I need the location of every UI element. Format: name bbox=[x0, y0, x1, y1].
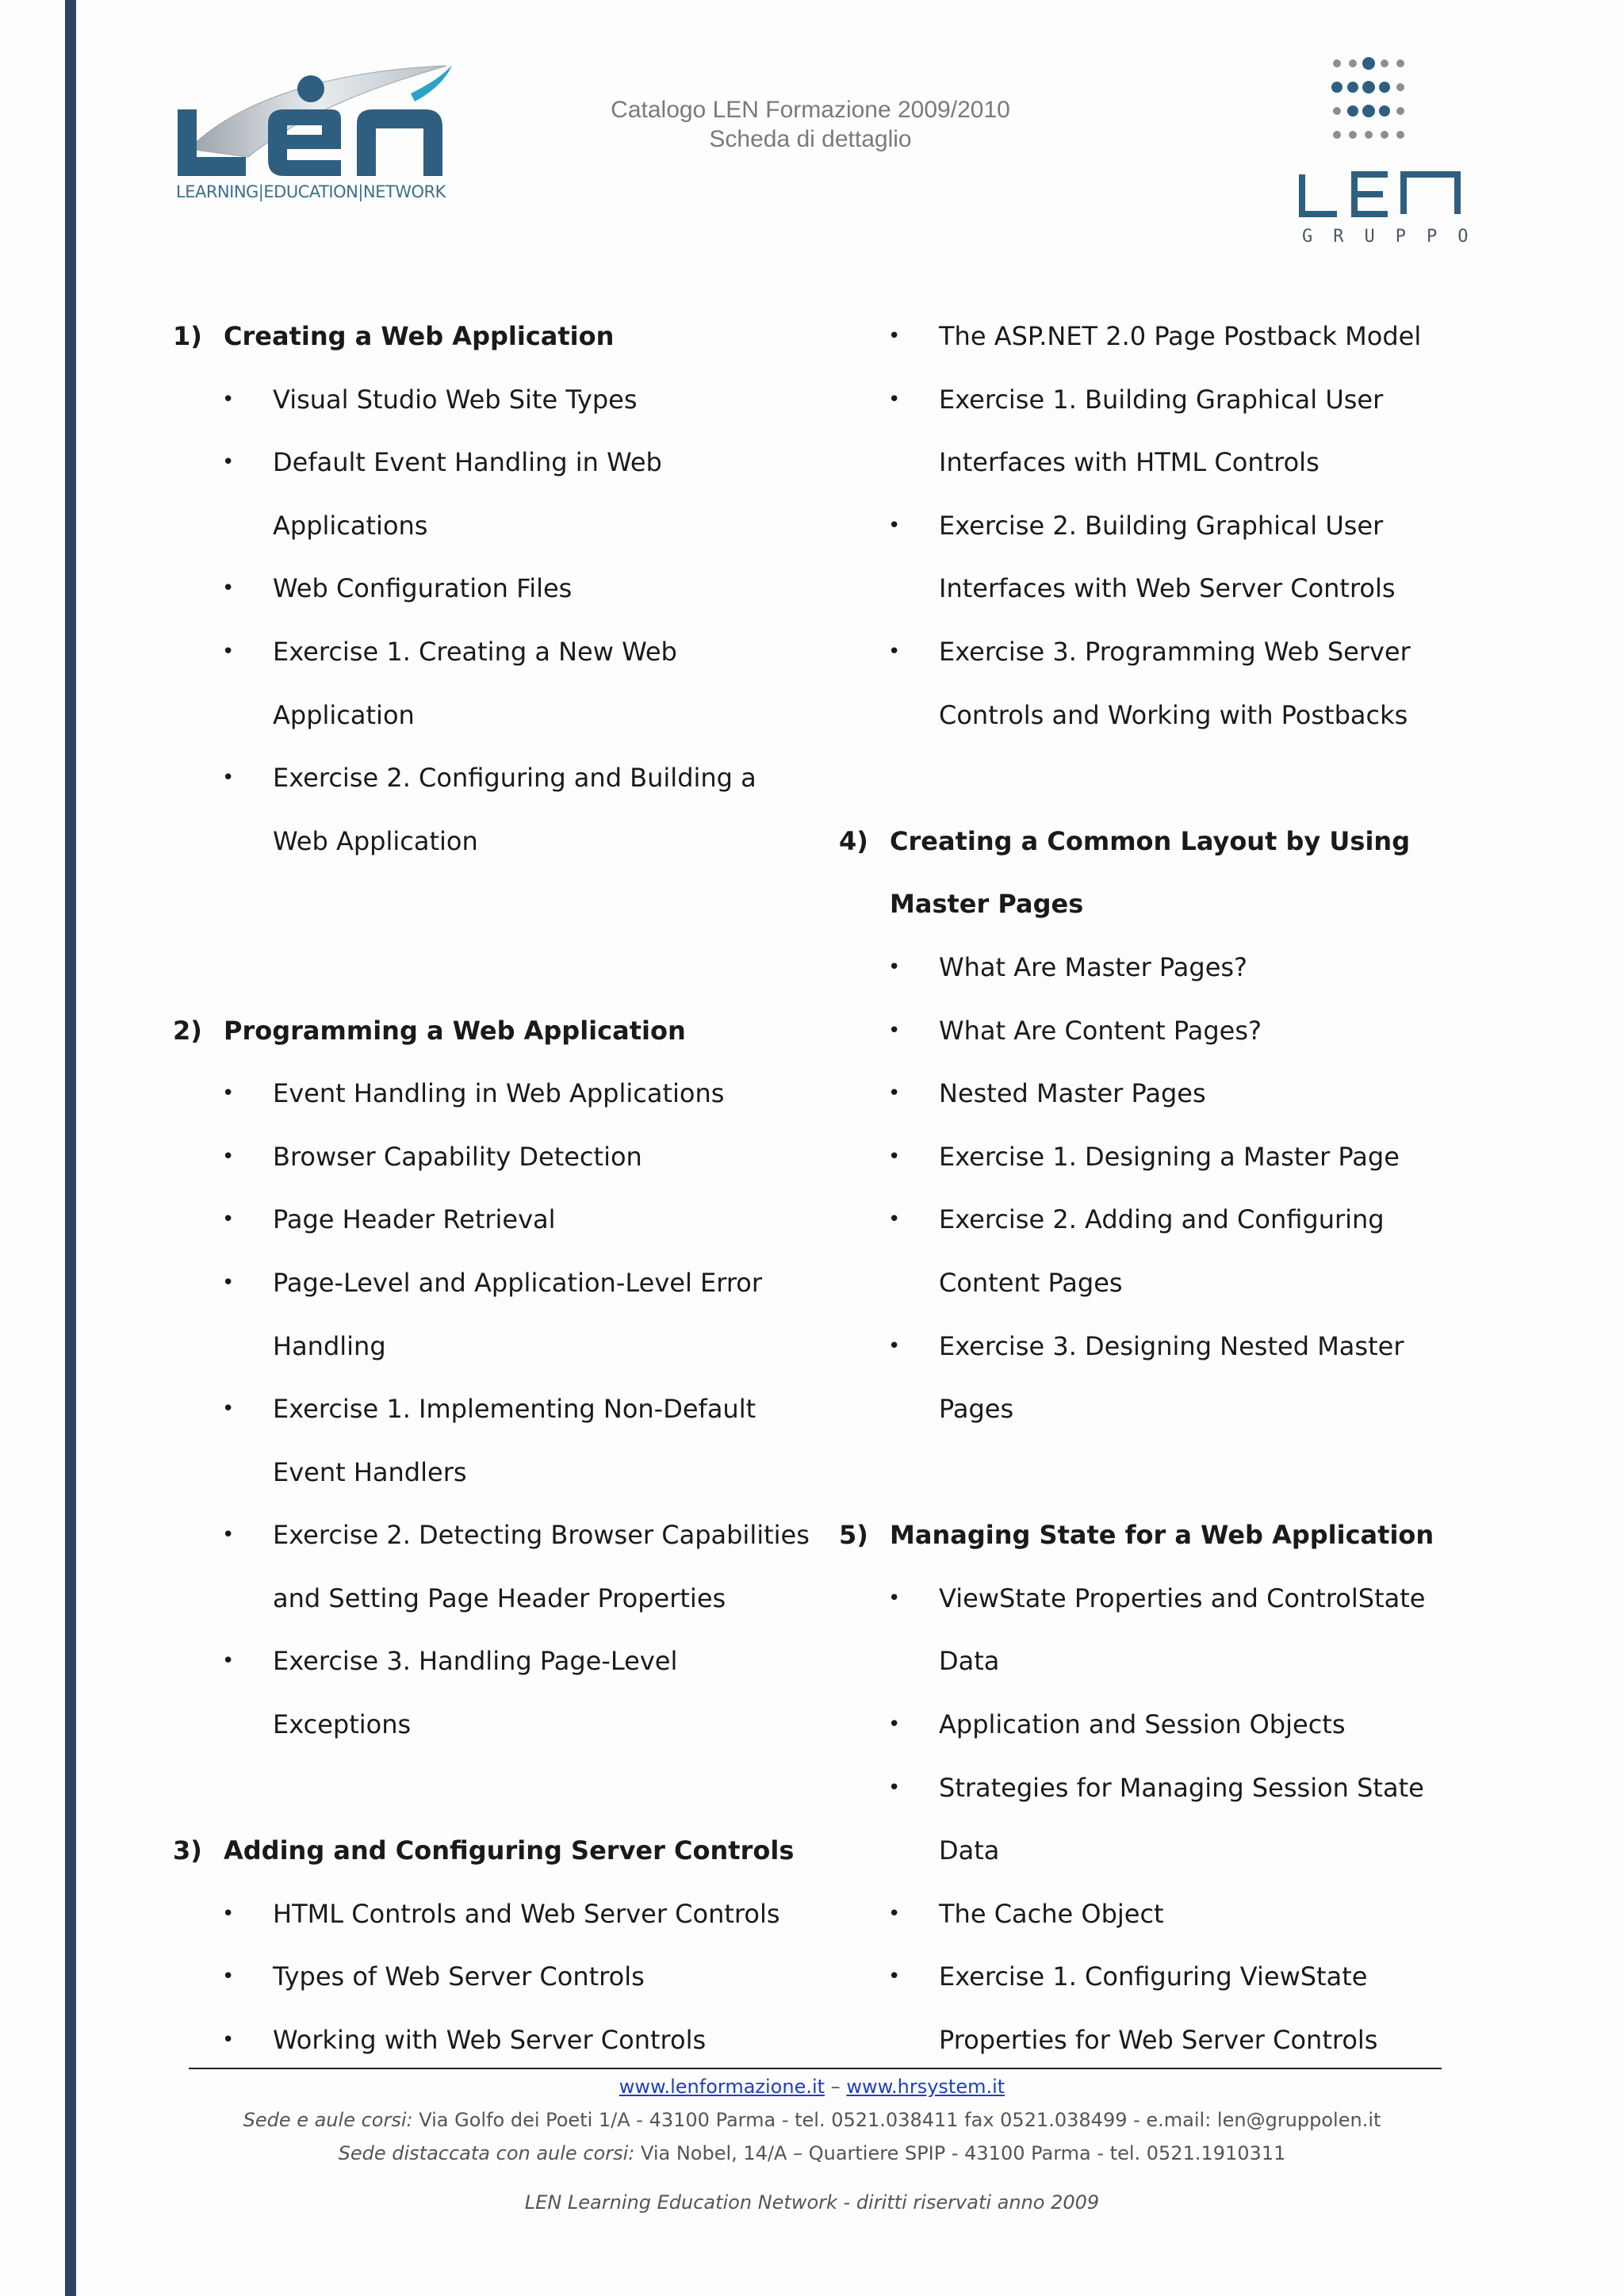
catalog-subtitle: Scheda di dettaglio bbox=[709, 126, 912, 152]
list-item-continuation: Interfaces with Web Server Controls bbox=[939, 573, 1396, 604]
list-item: • HTML Controls and Web Server Controls bbox=[222, 1898, 780, 1929]
list-item-continuation: Application bbox=[273, 699, 415, 730]
list-item-continuation: Interfaces with HTML Controls bbox=[939, 447, 1320, 478]
list-item-continuation: Handling bbox=[273, 1330, 386, 1361]
list-item: • Exercise 2. Configuring and Building a bbox=[222, 763, 756, 794]
dot-grid-logo-mark bbox=[1299, 55, 1465, 226]
gruppo-label: GRUPPO bbox=[1302, 227, 1489, 247]
list-item: • The ASP.NET 2.0 Page Postback Model bbox=[888, 321, 1422, 351]
list-item-continuation: Data bbox=[939, 1835, 1000, 1866]
right-column bbox=[839, 305, 1489, 2072]
list-item: • Page Header Retrieval bbox=[222, 1204, 556, 1235]
section-heading: 5) Managing State for a Web Application bbox=[839, 1520, 1434, 1551]
list-item: • Exercise 2. Building Graphical User bbox=[888, 510, 1384, 541]
footer-links: www.lenformazione.it – www.hrsystem.it bbox=[619, 2076, 1005, 2098]
list-item-continuation: Applications bbox=[273, 510, 428, 541]
list-item: • Working with Web Server Controls bbox=[222, 2025, 707, 2056]
list-item-continuation: Content Pages bbox=[939, 1267, 1123, 1298]
list-item-continuation: Controls and Working with Postbacks bbox=[939, 699, 1408, 730]
catalog-title: Catalogo LEN Formazione 2009/2010 bbox=[611, 97, 1010, 123]
list-item: • Browser Capability Detection bbox=[222, 1141, 642, 1172]
footer-address: Sede e aule corsi: Via Golfo dei Poeti 1/A - 43100 Parma - tel. 0521.038411 fax 0521.038499 - e.mail: len@gruppolen.it bbox=[243, 2109, 1381, 2131]
list-item: • Exercise 3. Handling Page-Level bbox=[222, 1646, 678, 1677]
list-item: • Nested Master Pages bbox=[888, 1078, 1206, 1109]
list-item: • Exercise 1. Creating a New Web bbox=[222, 636, 677, 667]
left-accent-bar bbox=[65, 0, 76, 2296]
hrsystem-link[interactable]: www.hrsystem.it bbox=[846, 2076, 1005, 2098]
list-item: • Exercise 2. Detecting Browser Capabilities bbox=[222, 1520, 810, 1551]
section-heading: 3) Adding and Configuring Server Controls bbox=[173, 1835, 795, 1866]
section-heading: 1) Creating a Web Application bbox=[173, 321, 615, 351]
list-item: • Page-Level and Application-Level Error bbox=[222, 1267, 763, 1298]
list-item-continuation: Pages bbox=[939, 1394, 1014, 1425]
list-item: • Visual Studio Web Site Types bbox=[222, 384, 638, 415]
list-item: • What Are Content Pages? bbox=[888, 1015, 1262, 1046]
list-item-continuation: and Setting Page Header Properties bbox=[273, 1582, 726, 1613]
list-item-continuation: Exceptions bbox=[273, 1709, 412, 1740]
section-heading: 2) Programming a Web Application bbox=[173, 1015, 686, 1046]
list-item: • Web Configuration Files bbox=[222, 573, 573, 604]
footer-branch-address: Sede distaccata con aule corsi: Via Nobel, 14/A – Quartiere SPIP - 43100 Parma - tel. 0521.1910311 bbox=[338, 2142, 1286, 2164]
list-item: • Exercise 1. Configuring ViewState bbox=[888, 1961, 1368, 1992]
list-item: • Strategies for Managing Session State bbox=[888, 1772, 1424, 1803]
list-item-continuation: Data bbox=[939, 1646, 1000, 1677]
left-column bbox=[173, 305, 823, 2072]
lenformazione-link[interactable]: www.lenformazione.it bbox=[619, 2076, 825, 2098]
section-heading-continuation: Master Pages bbox=[890, 889, 1084, 920]
list-item-continuation: Web Application bbox=[273, 825, 478, 856]
list-item: • The Cache Object bbox=[888, 1898, 1164, 1929]
list-item-continuation: Properties for Web Server Controls bbox=[939, 2025, 1378, 2056]
section-heading: 4) Creating a Common Layout by Using bbox=[839, 825, 1411, 856]
list-item-continuation: Event Handlers bbox=[273, 1456, 467, 1487]
list-item: • ViewState Properties and ControlState bbox=[888, 1582, 1426, 1613]
list-item: • Exercise 1. Building Graphical User bbox=[888, 384, 1384, 415]
list-item: • Exercise 3. Designing Nested Master bbox=[888, 1330, 1404, 1361]
list-item: • Event Handling in Web Applications bbox=[222, 1078, 725, 1109]
list-item: • What Are Master Pages? bbox=[888, 951, 1248, 982]
list-item: • Exercise 2. Adding and Configuring bbox=[888, 1204, 1385, 1235]
list-item: • Exercise 1. Implementing Non-Default bbox=[222, 1394, 756, 1425]
footer-copyright: LEN Learning Education Network - diritti riservati anno 2009 bbox=[524, 2191, 1100, 2214]
footer-divider bbox=[189, 2068, 1442, 2069]
logo-tagline: LEARNING|EDUCATION|NETWORK bbox=[176, 182, 446, 201]
list-item: • Exercise 1. Designing a Master Page bbox=[888, 1141, 1400, 1172]
list-item: • Application and Session Objects bbox=[888, 1709, 1346, 1740]
list-item: • Types of Web Server Controls bbox=[222, 1961, 645, 1992]
list-item: • Default Event Handling in Web bbox=[222, 447, 662, 478]
list-item: • Exercise 3. Programming Web Server bbox=[888, 636, 1411, 667]
len-gruppo-logo bbox=[1299, 55, 1489, 254]
